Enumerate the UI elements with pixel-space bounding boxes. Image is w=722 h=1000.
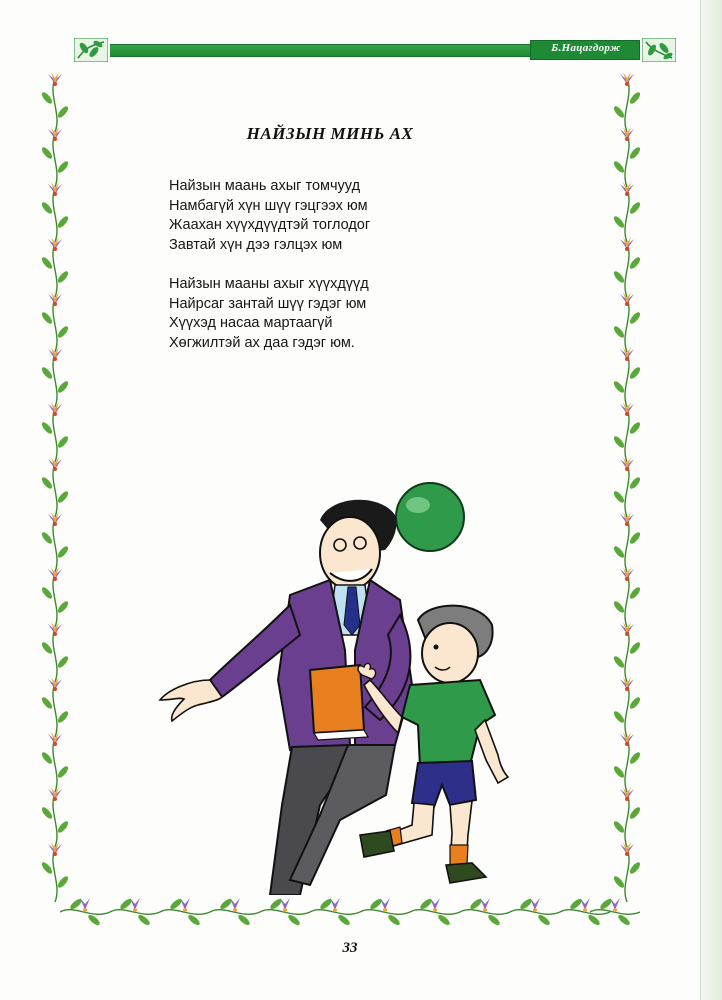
floral-border-right [606, 68, 648, 928]
illustration-man-boy-ball [150, 475, 520, 895]
poem-line: Завтай хүн дээ гэлцэх юм [169, 236, 343, 253]
poem-title: НАЙЗЫН МИНЬ АХ [246, 124, 414, 143]
page-edge-strip [700, 0, 722, 1000]
poem-line: Хөгжилтэй ах даа гэдэг юм. [169, 334, 355, 351]
poem-stanza-2 [169, 275, 489, 353]
flower-ornament-icon [74, 38, 108, 62]
page-number: 33 [342, 940, 358, 956]
header-bar [74, 38, 674, 62]
author-name: Б.Нацагдорж [551, 42, 621, 54]
floral-border-bottom [60, 890, 640, 930]
green-ball [396, 483, 464, 551]
flower-ornament-icon [642, 38, 676, 62]
poem-line: Найрсаг зантай шүү гэдэг юм [169, 295, 367, 312]
poem-line: Намбагүй хүн шүү гэцгээх юм [169, 197, 368, 214]
poem-stanza-1 [169, 177, 489, 255]
poem-line: Найзын маань ахыг томчууд [169, 178, 361, 194]
poem-line: Найзын мааны ахыг хүүхдүүд [169, 276, 369, 292]
floral-border-left [34, 68, 76, 928]
poem-line: Хүүхэд насаа мартаагүй [169, 315, 333, 331]
poem-line: Жаахан хүүхдүүдтэй тоглодог [169, 217, 371, 233]
